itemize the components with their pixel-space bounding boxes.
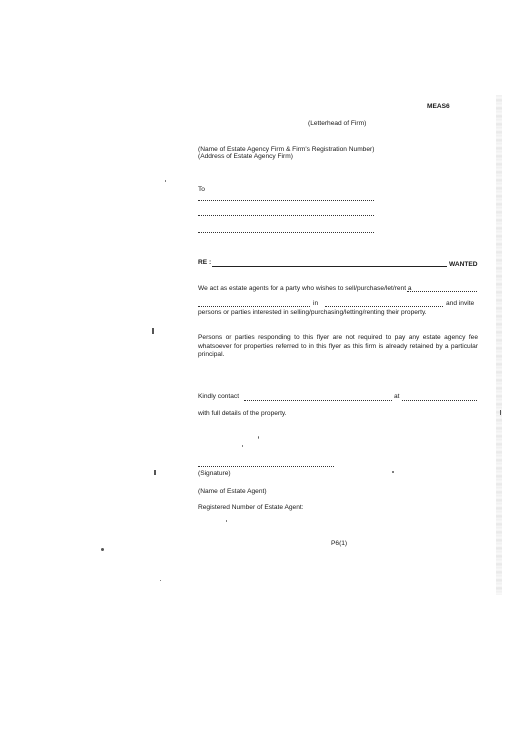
registered-number-label: Registered Number of Estate Agent: [198, 504, 304, 511]
recipient-line-2[interactable] [198, 215, 374, 216]
footer-form-code: P6(1) [331, 540, 348, 547]
recipient-line-1[interactable] [198, 200, 374, 201]
scan-speck [392, 471, 394, 473]
agency-address-placeholder: (Address of Estate Agency Firm) [198, 153, 293, 160]
at-label: at [394, 393, 400, 400]
letterhead-placeholder: (Letterhead of Firm) [308, 120, 367, 127]
contact-person-field[interactable] [244, 400, 392, 401]
para1-invite: and invite [446, 300, 475, 307]
re-subject-line[interactable] [212, 266, 447, 267]
scan-speck [165, 180, 166, 182]
scan-speck [160, 580, 161, 581]
scan-speck [258, 436, 259, 439]
para1-start: We act as estate agents for a party who wishes to sell/purchase/let/rent a [198, 285, 412, 292]
scan-speck [101, 548, 104, 551]
scan-speck [154, 470, 156, 475]
re-label: RE : [198, 259, 212, 266]
property-type-field[interactable] [407, 291, 477, 292]
kindly-contact-label: Kindly contact [198, 393, 240, 400]
signature-label: (Signature) [198, 470, 231, 477]
scan-speck [500, 410, 501, 415]
agent-name-label: (Name of Estate Agent) [198, 488, 267, 495]
no-fee-paragraph: Persons or parties responding to this flyer are not required to pay any estate agency fee whatsoever for properties referred to in this flyer as this firm is already retained by a particular principal. [198, 334, 478, 359]
wanted-label: WANTED [449, 261, 478, 268]
para1-end: persons or parties interested in selling/purchasing/letting/renting their property. [198, 309, 427, 316]
para1-in: in [313, 300, 319, 307]
full-details-text: with full details of the property. [198, 410, 287, 417]
scan-edge-shadow [496, 95, 502, 595]
to-label: To [198, 186, 205, 193]
scan-speck [152, 328, 154, 334]
contact-number-field[interactable] [402, 400, 477, 401]
agency-name-placeholder: (Name of Estate Agency Firm & Firm's Registration Number) [198, 146, 375, 153]
signature-line[interactable] [198, 466, 334, 467]
scan-speck [226, 520, 227, 522]
location-field[interactable] [325, 306, 443, 307]
form-reference-code: MEAS6 [427, 103, 450, 110]
recipient-line-3[interactable] [198, 232, 374, 233]
property-detail-field[interactable] [198, 306, 310, 307]
scan-speck [242, 445, 243, 447]
